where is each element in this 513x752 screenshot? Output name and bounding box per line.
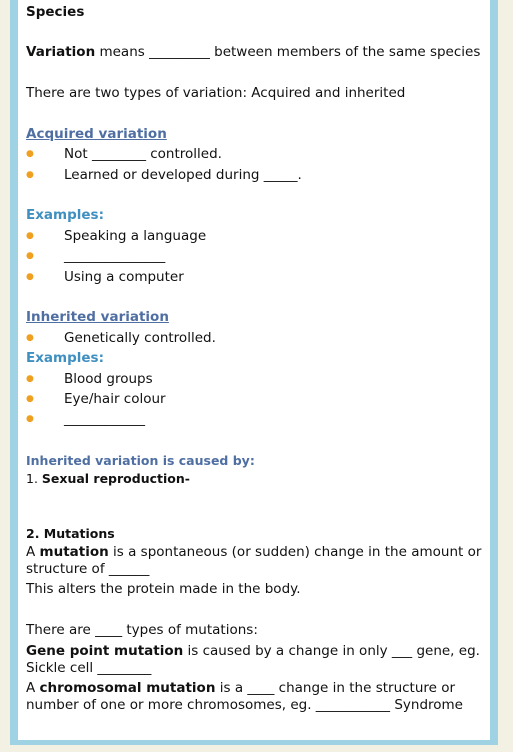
chromosomal-mutation-term: chromosomal mutation — [39, 680, 216, 696]
inherited-item: Genetically controlled. — [64, 330, 216, 346]
variation-term: Variation — [26, 44, 96, 60]
bullet-icon: ● — [26, 414, 34, 424]
bullet-icon: ● — [26, 394, 34, 404]
example-item: _______________ — [64, 248, 166, 264]
acquired-item: Not ________ controlled. — [64, 146, 222, 162]
examples-heading-1: Examples: — [26, 207, 104, 223]
acquired-item: Learned or developed during _____. — [64, 167, 302, 183]
example-item: Eye/hair colour — [64, 391, 166, 407]
mutations-heading: 2. Mutations — [26, 526, 115, 541]
mutation-definition-line2: structure of ______ — [26, 561, 150, 577]
chromosomal-mutation-line2: number of one or more chromosomes, eg. ___________ Syndrome — [26, 697, 463, 713]
mutation-term: mutation — [39, 544, 109, 560]
examples-heading-2: Examples: — [26, 350, 104, 366]
cause-1 — [26, 470, 190, 487]
gene-mutation-line2: Sickle cell ________ — [26, 660, 152, 676]
protein-text: This alters the protein made in the body. — [26, 581, 301, 597]
chrom-pre: A — [26, 680, 40, 696]
bullet-icon: ● — [26, 251, 34, 261]
bullet-icon: ● — [26, 333, 34, 343]
acquired-heading: Acquired variation — [26, 126, 167, 142]
bullet-icon: ● — [26, 272, 34, 282]
example-item: Using a computer — [64, 269, 184, 285]
mutation-def-pre: A — [26, 544, 40, 560]
gene-mutation-rest: is caused by a change in only ___ gene, eg. — [183, 643, 480, 659]
two-types-text: There are two types of variation: Acquired and inherited — [26, 85, 406, 101]
cause-1-text: Sexual reproduction- — [41, 471, 190, 486]
mutation-types-text: There are ____ types of mutations: — [26, 622, 258, 638]
variation-rest: means _________ between members of the same species — [95, 44, 481, 60]
example-item: Blood groups — [64, 371, 153, 387]
example-item: ____________ — [64, 411, 145, 427]
inherited-heading: Inherited variation — [26, 309, 169, 325]
chrom-rest: is a ____ change in the structure or — [215, 680, 456, 696]
bullet-icon: ● — [26, 149, 34, 159]
gene-mutation-line1 — [26, 643, 480, 660]
page-title: Species — [26, 4, 85, 20]
gene-mutation-term: Gene point mutation — [26, 643, 184, 659]
bullet-icon: ● — [26, 231, 34, 241]
mutation-def-rest: is a spontaneous (or sudden) change in the amount or — [108, 544, 482, 560]
cause-1-number: 1. — [26, 471, 42, 486]
chromosomal-mutation-line1 — [26, 680, 455, 697]
mutation-definition-line1 — [26, 544, 481, 561]
bullet-icon: ● — [26, 170, 34, 180]
example-item: Speaking a language — [64, 228, 207, 244]
caused-by-heading: Inherited variation is caused by: — [26, 453, 255, 468]
variation-definition — [26, 44, 480, 61]
bullet-icon: ● — [26, 374, 34, 384]
